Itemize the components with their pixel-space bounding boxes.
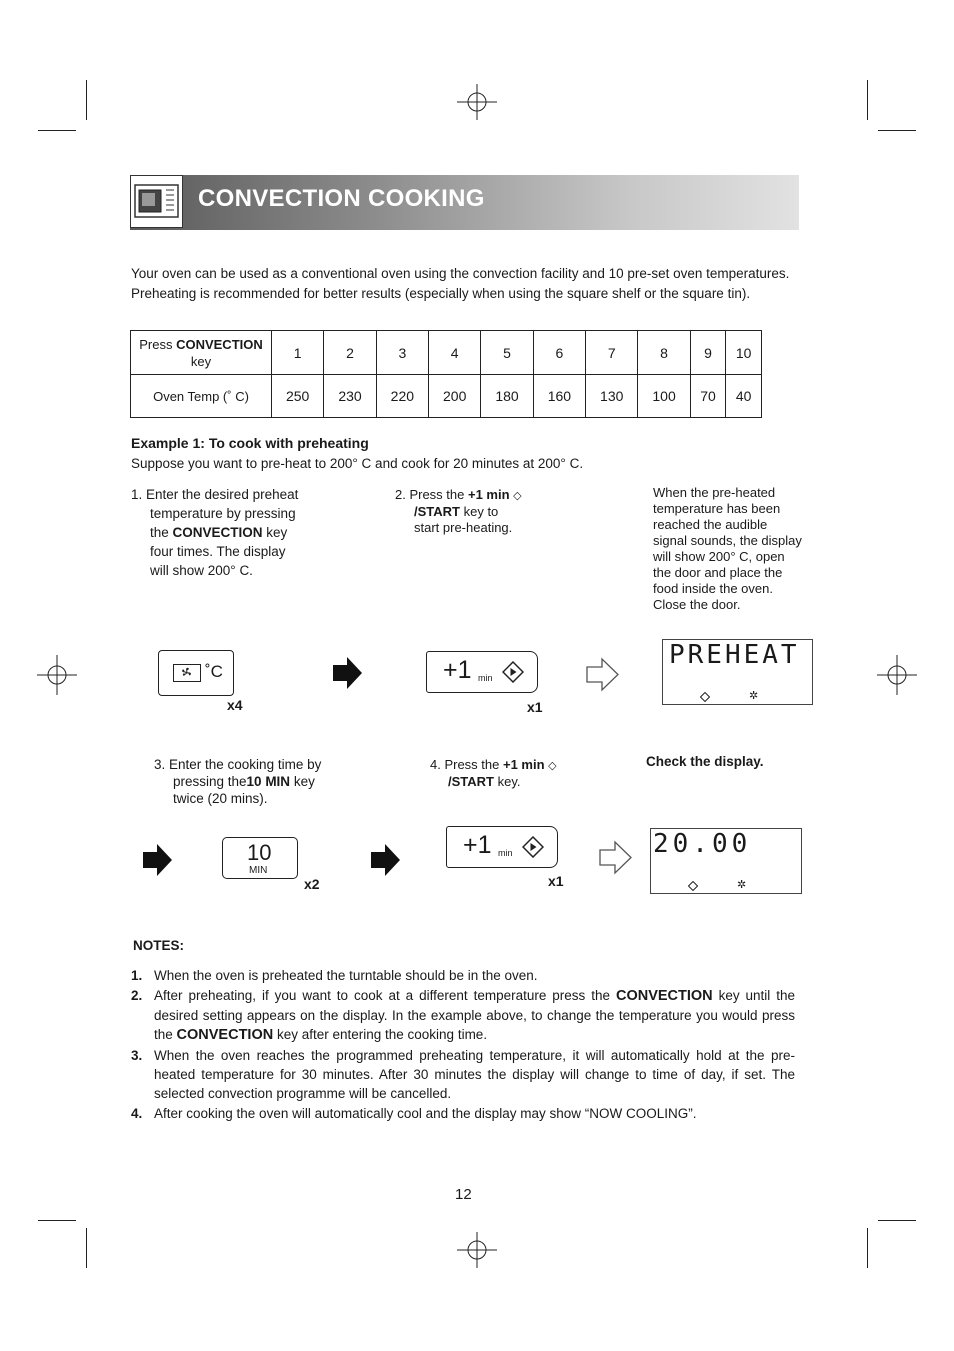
note-text: When the oven reaches the programmed preheating temperature, it will automatically hold at the pre-heated temperature for 30 minutes. After 30 minutes the display will change to time of day, if set. The selected convection programme will be cancelled.	[154, 1048, 795, 1101]
example-title: Example 1: To cook with preheating	[131, 435, 369, 451]
key-label: 10	[247, 840, 272, 865]
table-header-cell: Oven Temp (˚ C)	[131, 375, 272, 418]
press-count-label: x1	[548, 873, 564, 889]
crop-mark	[86, 80, 87, 120]
note-item	[131, 986, 795, 1045]
text-span: 10 MIN	[246, 774, 291, 789]
example-subtitle: Suppose you want to pre-heat to 200° C and cook for 20 minutes at 200° C.	[131, 456, 584, 471]
text-span: +1 min	[502, 757, 545, 772]
text-line	[430, 774, 630, 790]
text-line: signal sounds, the display	[653, 533, 802, 548]
key-sublabel: MIN	[249, 865, 268, 876]
table-header-cell	[131, 331, 272, 375]
table-cell: 200	[429, 375, 481, 418]
table-cell: 5	[481, 331, 533, 375]
text-line	[430, 757, 630, 774]
table-row	[131, 331, 762, 375]
text-line	[395, 504, 595, 520]
text-line	[154, 773, 374, 790]
start-diamond-icon	[502, 661, 524, 683]
intro-paragraph: Your oven can be used as a conventional oven using the convection facility and 10 pre-set oven temperatures. Preheating is recommended for better results (especially when using the square shelf or the square tin).	[131, 266, 790, 301]
note-number: 4.	[131, 1106, 143, 1121]
text-span: key to	[459, 504, 499, 519]
table-cell: 3	[376, 331, 428, 375]
check-display-label: Check the display.	[646, 754, 764, 769]
note-number: 2.	[131, 988, 143, 1003]
text-line: will show 200° C.	[150, 563, 253, 578]
note-item	[131, 966, 795, 985]
microwave-icon	[130, 175, 183, 228]
note-text: When the oven is preheated the turntable should be in the oven.	[154, 968, 538, 983]
table-cell: 4	[429, 331, 481, 375]
step-4-text	[430, 757, 630, 790]
label-text: key	[190, 353, 212, 369]
text-span: /START	[414, 504, 460, 519]
key-label: +1	[443, 656, 472, 684]
solid-arrow-icon	[369, 843, 401, 877]
step-3-text	[154, 756, 374, 807]
start-diamond-icon: ◇	[513, 490, 522, 502]
registration-mark-icon	[457, 82, 497, 122]
start-diamond-icon: ◇	[548, 760, 557, 772]
table-cell: 250	[272, 375, 324, 418]
text-line: 3. Enter the cooking time by	[154, 757, 322, 772]
note-item	[131, 1046, 795, 1103]
start-diamond-icon	[522, 836, 544, 858]
start-diamond-icon	[700, 692, 710, 702]
crop-mark	[38, 1220, 76, 1221]
fan-icon: ✲	[737, 879, 747, 891]
table-cell: 7	[586, 331, 638, 375]
text-line: Close the door.	[653, 597, 741, 612]
step-1-text	[131, 485, 331, 580]
cooking-time-display	[650, 828, 802, 894]
label-bold-text: CONVECTION	[176, 336, 263, 352]
table-cell: 40	[726, 375, 762, 418]
preheat-display	[662, 639, 813, 705]
fan-icon: ✲	[749, 690, 759, 702]
press-count-label: x2	[304, 876, 320, 892]
table-cell: 100	[638, 375, 690, 418]
preheat-note-text	[653, 485, 823, 613]
crop-mark	[38, 130, 76, 131]
solid-arrow-icon	[141, 843, 173, 877]
key-sublabel: min	[478, 673, 493, 683]
text-line: food inside the oven.	[653, 581, 773, 596]
page-number: 12	[455, 1186, 472, 1203]
note-text: After cooking the oven will automatically cool and the display may show “NOW COOLING”.	[154, 1106, 697, 1121]
text-line: will show 200° C, open	[653, 549, 785, 564]
text-span: key	[290, 774, 315, 789]
crop-mark	[867, 80, 868, 120]
table-row	[131, 375, 762, 418]
text-span: After preheating, if you want to cook at a different temperature press the	[154, 988, 616, 1003]
text-line: start pre-heating.	[414, 520, 513, 535]
registration-mark-icon	[457, 1230, 497, 1270]
text-line	[395, 487, 595, 504]
celsius-label: ˚C	[205, 662, 223, 681]
table-cell: 1	[272, 331, 324, 375]
note-item	[131, 1104, 795, 1123]
text-line: four times. The display	[150, 544, 286, 559]
text-span: 2. Press the	[395, 487, 468, 502]
outline-arrow-icon	[598, 840, 633, 875]
table-cell: 6	[533, 331, 585, 375]
table-cell: 180	[481, 375, 533, 418]
text-span: key.	[493, 774, 521, 789]
crop-mark	[878, 130, 916, 131]
plus1min-start-key-illustration	[446, 826, 558, 868]
display-readout: PREHEAT	[669, 640, 800, 670]
table-cell: 70	[690, 375, 726, 418]
step-2-text	[395, 487, 595, 536]
label-text: Press	[139, 336, 177, 352]
text-span: key after entering the cooking time.	[273, 1027, 488, 1042]
table-cell: 2	[324, 331, 376, 375]
text-span: the	[150, 525, 173, 540]
crop-mark	[867, 1228, 868, 1268]
table-cell: 130	[586, 375, 638, 418]
page-title: CONVECTION COOKING	[198, 185, 485, 212]
text-span: pressing the	[173, 774, 247, 789]
key-sublabel: min	[498, 848, 513, 858]
registration-mark-icon	[877, 655, 917, 695]
ten-min-key-illustration	[222, 837, 298, 879]
table-cell: 10	[726, 331, 762, 375]
text-span: CONVECTION	[172, 525, 263, 540]
text-line: temperature by pressing	[150, 506, 296, 521]
note-number: 3.	[131, 1048, 143, 1063]
press-count-label: x4	[227, 697, 243, 713]
press-count-label: x1	[527, 699, 543, 715]
registration-mark-icon	[37, 655, 77, 695]
text-span: key until the desired setting appears on the display. In the example above, to change the temperature you would press the	[154, 988, 796, 1042]
text-line: reached the audible	[653, 517, 768, 532]
crop-mark	[878, 1220, 916, 1221]
text-span: /START	[448, 774, 494, 789]
table-cell: 9	[690, 331, 726, 375]
text-span: CONVECTION	[615, 988, 713, 1004]
start-diamond-icon	[688, 881, 698, 891]
text-line: twice (20 mins).	[173, 791, 268, 806]
text-line: 1. Enter the desired preheat	[131, 487, 299, 502]
convection-key-illustration	[158, 650, 234, 696]
table-cell: 220	[376, 375, 428, 418]
notes-heading: NOTES:	[133, 938, 185, 953]
fan-icon	[173, 664, 201, 682]
crop-mark	[86, 1228, 87, 1268]
temperature-table	[130, 330, 762, 418]
text-span: key	[262, 525, 288, 540]
text-line: temperature has been	[653, 501, 781, 516]
note-text	[154, 986, 795, 1045]
plus1min-start-key-illustration	[426, 651, 538, 693]
table-cell: 230	[324, 375, 376, 418]
display-readout: 20.00	[653, 829, 752, 859]
text-span: 4. Press the	[430, 757, 503, 772]
text-line	[131, 523, 331, 542]
key-label: +1	[463, 831, 492, 859]
outline-arrow-icon	[585, 657, 620, 692]
note-number: 1.	[131, 968, 143, 983]
text-line: When the pre-heated	[653, 485, 776, 500]
table-cell: 8	[638, 331, 690, 375]
notes-list	[131, 966, 795, 1123]
text-span: CONVECTION	[176, 1027, 274, 1043]
text-span: +1 min	[467, 487, 510, 502]
solid-arrow-icon	[331, 656, 363, 690]
table-cell: 160	[533, 375, 585, 418]
text-line: the door and place the	[653, 565, 783, 580]
